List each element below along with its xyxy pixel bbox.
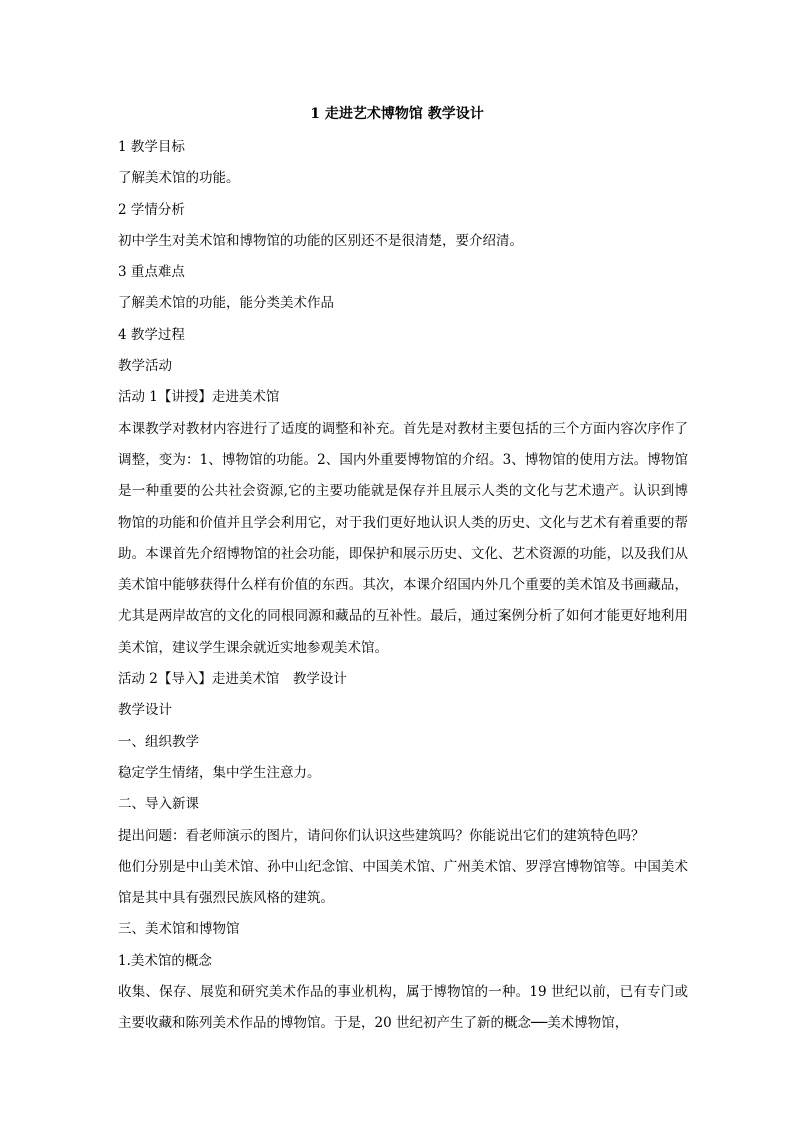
heading-gallery-concept: 1.美术馆的概念	[118, 952, 212, 969]
heading-organize-teaching: 一、组织教学	[118, 733, 199, 750]
heading-teaching-design: 教学设计	[118, 702, 172, 719]
text-question: 提出问题：看老师演示的图片，请问你们认识这些建筑吗？你能说出它们的建筑特色吗？	[118, 827, 645, 844]
document-title: 1 走进艺术博物馆 教学设计	[310, 106, 484, 122]
heading-teaching-activities: 教学活动	[118, 358, 172, 375]
heading-teaching-process: 4 教学过程	[118, 326, 185, 343]
document-body	[118, 132, 688, 1040]
text-organize-teaching: 稳定学生情绪，集中学生注意力。	[118, 764, 321, 781]
paragraph-concept: 收集、保存、展览和研究美术作品的事业机构，属于博物馆的一种。19 世纪以前，已有专门或主要收藏和陈列美术作品的博物馆。于是，20 世纪初产生了新的概念──美术博物馆，	[118, 984, 688, 1032]
heading-key-points: 3 重点难点	[118, 264, 185, 281]
heading-activity-2: 活动 2【导入】走进美术馆 教学设计	[118, 671, 347, 688]
heading-activity-1: 活动 1【讲授】走进美术馆	[118, 389, 280, 406]
paragraph-intro: 他们分别是中山美术馆、孙中山纪念馆、中国美术馆、广州美术馆、罗浮宫博物馆等。中国美术馆是其中具有强烈民族风格的建筑。	[118, 858, 688, 907]
paragraph-activity-1: 本课教学对教材内容进行了适度的调整和补充。首先是对教材主要包括的三个方面内容次序作了调整，变为：1、博物馆的功能。2、国内外重要博物馆的介绍。3、博物馆的使用方法。博物馆是一种重要的公共社会资源,它的主要功能就是保存并且展示人类的文化与艺术遗产。认识到博物馆的功能和价值并且学会利用它，对于我们更好地认识人类的历史、文化与艺术有着重要的帮助。本课首先介绍博物馆的社会功能，即保护和展示历史、文化、艺术资源的功能，以及我们从美术馆中能够获得什么样有价值的东西。其次，本课介绍国内外几个重要的美术馆及书画藏品，尤其是两岸故宫的文化的同根同源和藏品的互补性。最后，通过案例分析了如何才能更好地利用美术馆，建议学生课余就近实地参观美术馆。	[118, 420, 688, 656]
text-student-analysis: 初中学生对美术馆和博物馆的功能的区别还不是很清楚，要介绍清。	[118, 232, 523, 249]
heading-new-lesson: 二、导入新课	[118, 796, 199, 813]
heading-galleries-museums: 三、美术馆和博物馆	[118, 921, 240, 938]
text-objectives: 了解美术馆的功能。	[118, 170, 240, 187]
text-key-points: 了解美术馆的功能，能分类美术作品	[118, 295, 334, 312]
heading-student-analysis: 2 学情分析	[118, 201, 185, 218]
heading-objectives: 1 教学目标	[118, 139, 185, 155]
